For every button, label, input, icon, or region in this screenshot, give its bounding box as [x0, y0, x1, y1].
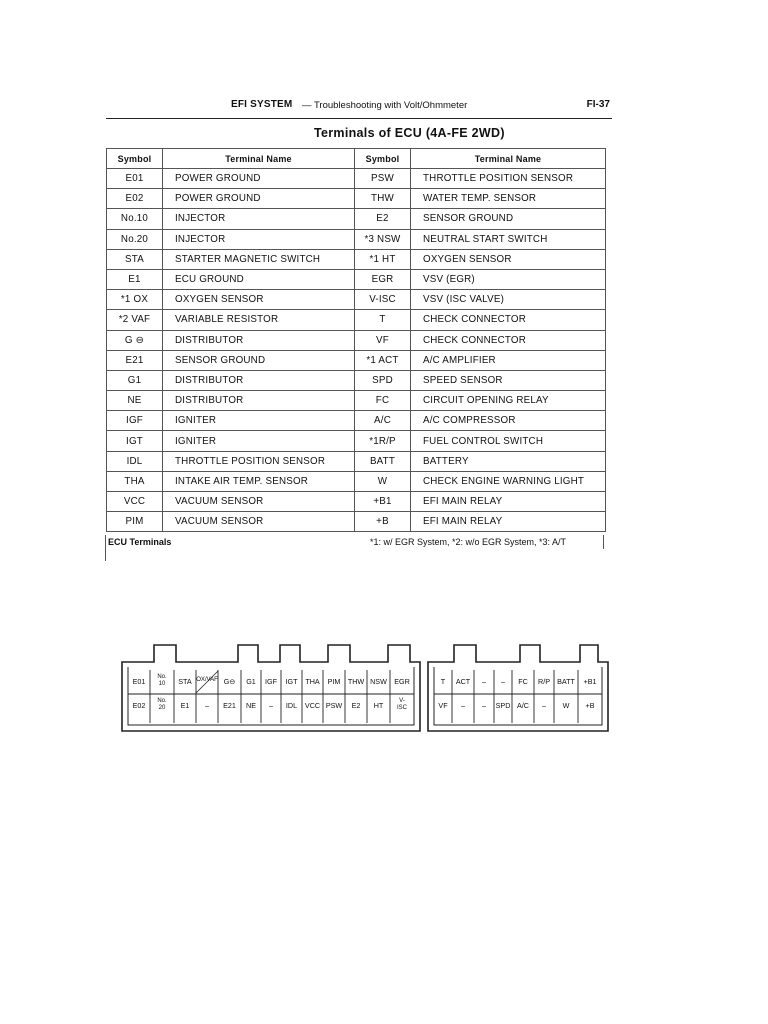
symbol-cell: BATT — [355, 451, 411, 471]
symbol-cell: THA — [107, 471, 163, 491]
connector-edge — [122, 645, 420, 731]
symbol-cell: W — [355, 471, 411, 491]
symbol-cell: *1 OX — [107, 290, 163, 310]
footnote: *1: w/ EGR System, *2: w/o EGR System, *3: A/T — [370, 537, 567, 547]
symbol-cell: A/C — [355, 411, 411, 431]
symbol-cell: T — [355, 310, 411, 330]
section-title: EFI SYSTEM — [231, 99, 293, 110]
symbol-cell: *2 VAF — [107, 310, 163, 330]
terminal-name-cell: POWER GROUND — [163, 169, 355, 189]
symbol-cell: *1 ACT — [355, 350, 411, 370]
terminal-name-cell: STARTER MAGNETIC SWITCH — [163, 249, 355, 269]
terminal-name-cell: INTAKE AIR TEMP. SENSOR — [163, 471, 355, 491]
frame-line — [105, 535, 106, 561]
connector-pin-label: – — [501, 677, 505, 686]
connector-pin-label: FC — [518, 677, 528, 686]
terminal-name-cell: VSV (EGR) — [411, 269, 606, 289]
connector-pin-label: G1 — [246, 677, 256, 686]
table-row — [107, 492, 606, 512]
connector-pin-label: E21 — [223, 701, 236, 710]
connector-pin-label: – — [482, 701, 486, 710]
connector-pin-label: STA — [178, 677, 192, 686]
terminal-name-cell: VACUUM SENSOR — [163, 512, 355, 532]
connector-pin-label: R/P — [538, 677, 550, 686]
connector-pin-label: PSW — [325, 701, 343, 710]
symbol-cell: G ⊖ — [107, 330, 163, 350]
terminal-name-cell: OXYGEN SENSOR — [163, 290, 355, 310]
terminal-name-cell: SENSOR GROUND — [163, 350, 355, 370]
terminal-name-cell: THROTTLE POSITION SENSOR — [163, 451, 355, 471]
connector-pin-label: E02 — [132, 701, 146, 710]
connector-pin-label: – — [542, 701, 546, 710]
symbol-cell: IGF — [107, 411, 163, 431]
table-row — [107, 411, 606, 431]
symbol-cell: PSW — [355, 169, 411, 189]
connector-pin-label: HT — [373, 701, 384, 710]
connector-pin-label: V- ISC — [396, 698, 407, 711]
connector-pin-label: OX/VAF — [196, 677, 218, 683]
connector-pin-label: – — [205, 701, 209, 710]
terminal-name-cell: VACUUM SENSOR — [163, 492, 355, 512]
terminal-name-cell: CHECK CONNECTOR — [411, 330, 606, 350]
table-row — [107, 269, 606, 289]
symbol-cell: E1 — [107, 269, 163, 289]
table-row — [107, 310, 606, 330]
symbol-cell: No.20 — [107, 229, 163, 249]
connector-pin-label: SPD — [495, 701, 511, 710]
connector-pin-label: THA — [305, 677, 320, 686]
table-row — [107, 249, 606, 269]
symbol-cell: PIM — [107, 512, 163, 532]
col-header-terminal-name: Terminal Name — [411, 149, 606, 169]
connector-pin-label: E01 — [132, 677, 146, 686]
table-row — [107, 512, 606, 532]
terminal-name-cell: DISTRIBUTOR — [163, 370, 355, 390]
table-body — [107, 169, 606, 532]
terminal-name-cell: DISTRIBUTOR — [163, 330, 355, 350]
page-number: FI-37 — [586, 99, 610, 110]
terminal-name-cell: DISTRIBUTOR — [163, 391, 355, 411]
connector-pin-label: +B1 — [583, 677, 597, 686]
terminal-name-cell: CIRCUIT OPENING RELAY — [411, 391, 606, 411]
table-row — [107, 431, 606, 451]
symbol-cell: *1 HT — [355, 249, 411, 269]
terminal-name-cell: EFI MAIN RELAY — [411, 512, 606, 532]
table-row — [107, 391, 606, 411]
terminal-name-cell: WATER TEMP. SENSOR — [411, 189, 606, 209]
connector-pin-label: T — [440, 677, 446, 686]
col-header-terminal-name: Terminal Name — [163, 149, 355, 169]
table-row — [107, 471, 606, 491]
table-row — [107, 330, 606, 350]
connector-pin-label: ACT — [455, 677, 471, 686]
symbol-cell: G1 — [107, 370, 163, 390]
symbol-cell: VF — [355, 330, 411, 350]
table-row — [107, 290, 606, 310]
connector-pin-label: IGF — [265, 677, 277, 686]
terminal-name-cell: EFI MAIN RELAY — [411, 492, 606, 512]
terminal-name-cell: NEUTRAL START SWITCH — [411, 229, 606, 249]
connector-edge — [428, 645, 608, 731]
terminal-name-cell: VARIABLE RESISTOR — [163, 310, 355, 330]
connector-pin-label: BATT — [557, 677, 575, 686]
table-row — [107, 229, 606, 249]
connector-pin-label: E1 — [180, 701, 190, 710]
symbol-cell: NE — [107, 391, 163, 411]
symbol-cell: THW — [355, 189, 411, 209]
terminal-name-cell: SENSOR GROUND — [411, 209, 606, 229]
table-row — [107, 169, 606, 189]
table-row — [107, 451, 606, 471]
terminal-name-cell: POWER GROUND — [163, 189, 355, 209]
symbol-cell: E01 — [107, 169, 163, 189]
symbol-cell: *3 NSW — [355, 229, 411, 249]
connector-pin-label: A/C — [517, 701, 529, 710]
terminal-name-cell: CHECK CONNECTOR — [411, 310, 606, 330]
terminal-name-cell: THROTTLE POSITION SENSOR — [411, 169, 606, 189]
symbol-cell: IDL — [107, 451, 163, 471]
symbol-cell: E21 — [107, 350, 163, 370]
connector-pin-label: – — [461, 701, 465, 710]
connector-edge — [434, 667, 602, 725]
connector-pin-label: No. 10 — [157, 674, 167, 687]
terminal-name-cell: VSV (ISC VALVE) — [411, 290, 606, 310]
table-row — [107, 209, 606, 229]
terminal-name-cell: FUEL CONTROL SWITCH — [411, 431, 606, 451]
col-header-symbol: Symbol — [107, 149, 163, 169]
connector-pin-label: No. 20 — [157, 698, 167, 711]
table-row — [107, 370, 606, 390]
terminal-name-cell: INJECTOR — [163, 229, 355, 249]
ecu-terminals-label: ECU Terminals — [108, 537, 172, 547]
connector-pin-label: – — [269, 701, 273, 710]
connector-pin-label: THW — [347, 677, 365, 686]
connector-pin-label: +B — [585, 701, 595, 710]
connector-pin-label: – — [482, 677, 486, 686]
connector-pin-label: NSW — [370, 677, 387, 686]
table-row — [107, 189, 606, 209]
terminal-name-cell: A/C AMPLIFIER — [411, 350, 606, 370]
connector-pin-label: EGR — [394, 677, 410, 686]
connector-outline — [120, 637, 610, 737]
connector-pin-label: VCC — [304, 701, 321, 710]
symbol-cell: *1R/P — [355, 431, 411, 451]
connector-pin-label: NE — [246, 701, 256, 710]
section-subtitle: — Troubleshooting with Volt/Ohmmeter — [302, 100, 468, 111]
terminal-name-cell: IGNITER — [163, 431, 355, 451]
connector-pin-label: G⊖ — [223, 677, 236, 686]
terminal-name-cell: IGNITER — [163, 411, 355, 431]
connector-pin-label: W — [562, 701, 570, 710]
connector-pin-label: E2 — [351, 701, 361, 710]
page-title: Terminals of ECU (4A-FE 2WD) — [314, 126, 505, 140]
terminal-name-cell: BATTERY — [411, 451, 606, 471]
symbol-cell: STA — [107, 249, 163, 269]
symbol-cell: E2 — [355, 209, 411, 229]
connector-pin-label: PIM — [327, 677, 341, 686]
terminal-name-cell: OXYGEN SENSOR — [411, 249, 606, 269]
terminal-name-cell: ECU GROUND — [163, 269, 355, 289]
terminal-name-cell: A/C COMPRESSOR — [411, 411, 606, 431]
symbol-cell: No.10 — [107, 209, 163, 229]
symbol-cell: +B — [355, 512, 411, 532]
connector-pin-label: IGT — [285, 677, 298, 686]
col-header-symbol: Symbol — [355, 149, 411, 169]
terminal-name-cell: INJECTOR — [163, 209, 355, 229]
symbol-cell: SPD — [355, 370, 411, 390]
terminal-name-cell: CHECK ENGINE WARNING LIGHT — [411, 471, 606, 491]
page-header — [106, 96, 612, 119]
symbol-cell: IGT — [107, 431, 163, 451]
symbol-cell: EGR — [355, 269, 411, 289]
connector-pin-label: VF — [438, 701, 448, 710]
terminal-table — [106, 148, 606, 532]
symbol-cell: E02 — [107, 189, 163, 209]
symbol-cell: VCC — [107, 492, 163, 512]
table-header-row — [107, 149, 606, 169]
symbol-cell: +B1 — [355, 492, 411, 512]
symbol-cell: FC — [355, 391, 411, 411]
terminal-name-cell: SPEED SENSOR — [411, 370, 606, 390]
ecu-connector-diagram — [120, 637, 610, 737]
connector-pin-label: IDL — [285, 701, 298, 710]
symbol-cell: V-ISC — [355, 290, 411, 310]
frame-line — [603, 535, 604, 549]
table-row — [107, 350, 606, 370]
